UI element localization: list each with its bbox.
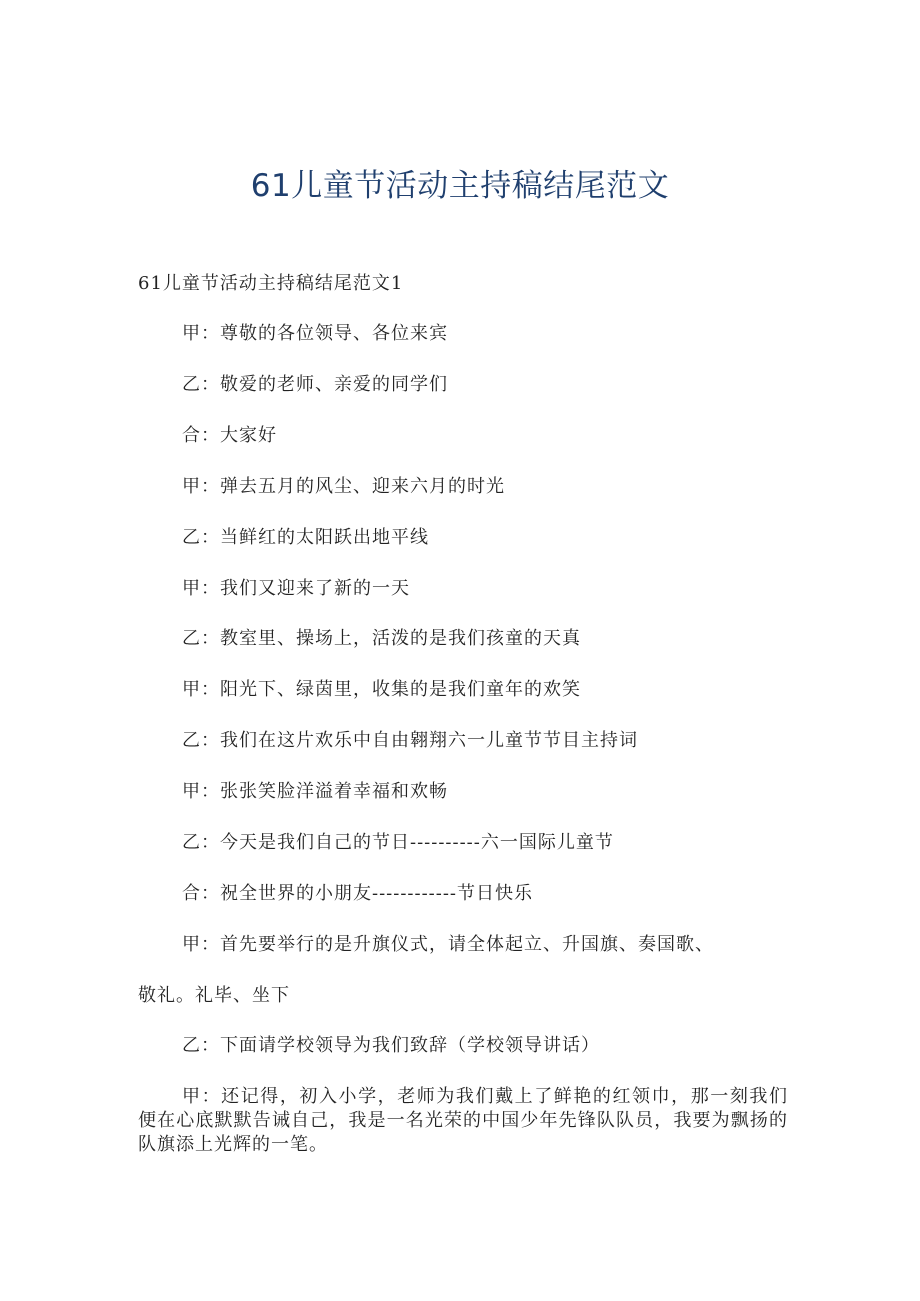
dialogue-line: 甲：张张笑脸洋溢着幸福和欢畅 (182, 781, 448, 802)
document-title: 61儿童节活动主持稿结尾范文 (250, 168, 670, 204)
dialogue-line-continuation: 敬礼。礼毕、坐下 (138, 985, 290, 1006)
dialogue-line: 合：祝全世界的小朋友------------节日快乐 (182, 883, 533, 904)
dialogue-line: 甲：弹去五月的风尘、迎来六月的时光 (182, 476, 505, 497)
dialogue-line: 甲：尊敬的各位领导、各位来宾 (182, 323, 448, 344)
dialogue-line: 乙：下面请学校领导为我们致辞（学校领导讲话） (182, 1035, 600, 1056)
dialogue-line: 乙：我们在这片欢乐中自由翱翔六一儿童节节目主持词 (182, 730, 638, 751)
dialogue-line: 甲：阳光下、绿茵里，收集的是我们童年的欢笑 (182, 679, 581, 700)
dialogue-line: 乙：敬爱的老师、亲爱的同学们 (182, 374, 448, 395)
final-paragraph: 甲：还记得，初入小学，老师为我们戴上了鲜艳的红领巾，那一刻我们便在心底默默告诫自己，我是一名光荣的中国少年先锋队队员，我要为飘扬的队旗添上光辉的一笔。 (138, 1086, 788, 1155)
section-heading: 61儿童节活动主持稿结尾范文1 (138, 273, 404, 294)
dialogue-line: 甲：我们又迎来了新的一天 (182, 578, 410, 599)
dialogue-line: 乙：今天是我们自己的节日----------六一国际儿童节 (182, 832, 614, 853)
dialogue-line: 合：大家好 (182, 425, 277, 446)
dialogue-line: 甲：首先要举行的是升旗仪式，请全体起立、升国旗、奏国歌、 (182, 934, 714, 955)
dialogue-line: 乙：当鲜红的太阳跃出地平线 (182, 527, 429, 548)
dialogue-line: 乙：教室里、操场上，活泼的是我们孩童的天真 (182, 628, 581, 649)
